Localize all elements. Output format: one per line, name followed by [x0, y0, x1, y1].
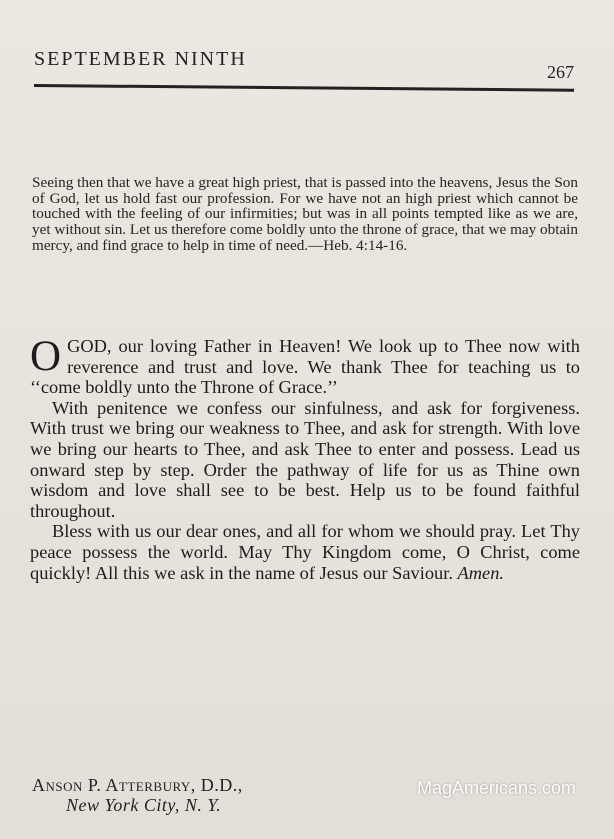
prayer-paragraph-3-text: Bless with us our dear ones, and all for whom we should pray. Let Thy peace possess the world. May Thy Kingdom come, O Christ, come quickly! All this we ask in the name of Jesus our Saviour. [30, 521, 580, 583]
drop-cap: O [30, 333, 62, 380]
prayer-paragraph-3 [30, 521, 580, 583]
amen: Amen. [457, 562, 505, 583]
scripture-text: Seeing then that we have a great high priest, that is passed into the heavens, Jesus the Son of God, let us hold fast our profession. For we have not an high priest which cannot be touched with the feeling of our infirmities; but was in all points tempted like as we are, yet without sin. Let us therefore come boldly unto the throne of grace, that we may obtain mercy, and find grace to help in time of need.—Heb. 4:14-16. [32, 174, 578, 254]
prayer-paragraph-1 [30, 333, 580, 398]
prayer-paragraph-2: With penitence we confess our sinfulness, and ask for forgiveness. With trust we bring our weakness to Thee, and ask for strength. With love we bring our hearts to Thee, and ask Thee to enter and possess. Lead us onward step by step. Order the pathway of life for us as Thine own wisdom and love shall see to be best. Help us to be found faithful throughout. [30, 397, 580, 521]
watermark: MagAmericans.com [416, 778, 576, 798]
prayer-paragraph-1-text: GOD, our loving Father in Heaven! We look up to Thee now with reverence and trust and love. We thank Thee for teaching us to ‘‘come boldly unto the Throne of Grace.’’ [30, 336, 580, 398]
author-name: Anson P. Atterbury, D.D., [32, 775, 243, 795]
page-number: 267 [547, 62, 574, 82]
author-signature [32, 775, 243, 815]
page-title: SEPTEMBER NINTH [34, 48, 247, 70]
page-header [34, 48, 576, 88]
scripture-passage [32, 175, 578, 254]
author-location: New York City, N. Y. [66, 795, 222, 815]
prayer-body [30, 333, 580, 583]
